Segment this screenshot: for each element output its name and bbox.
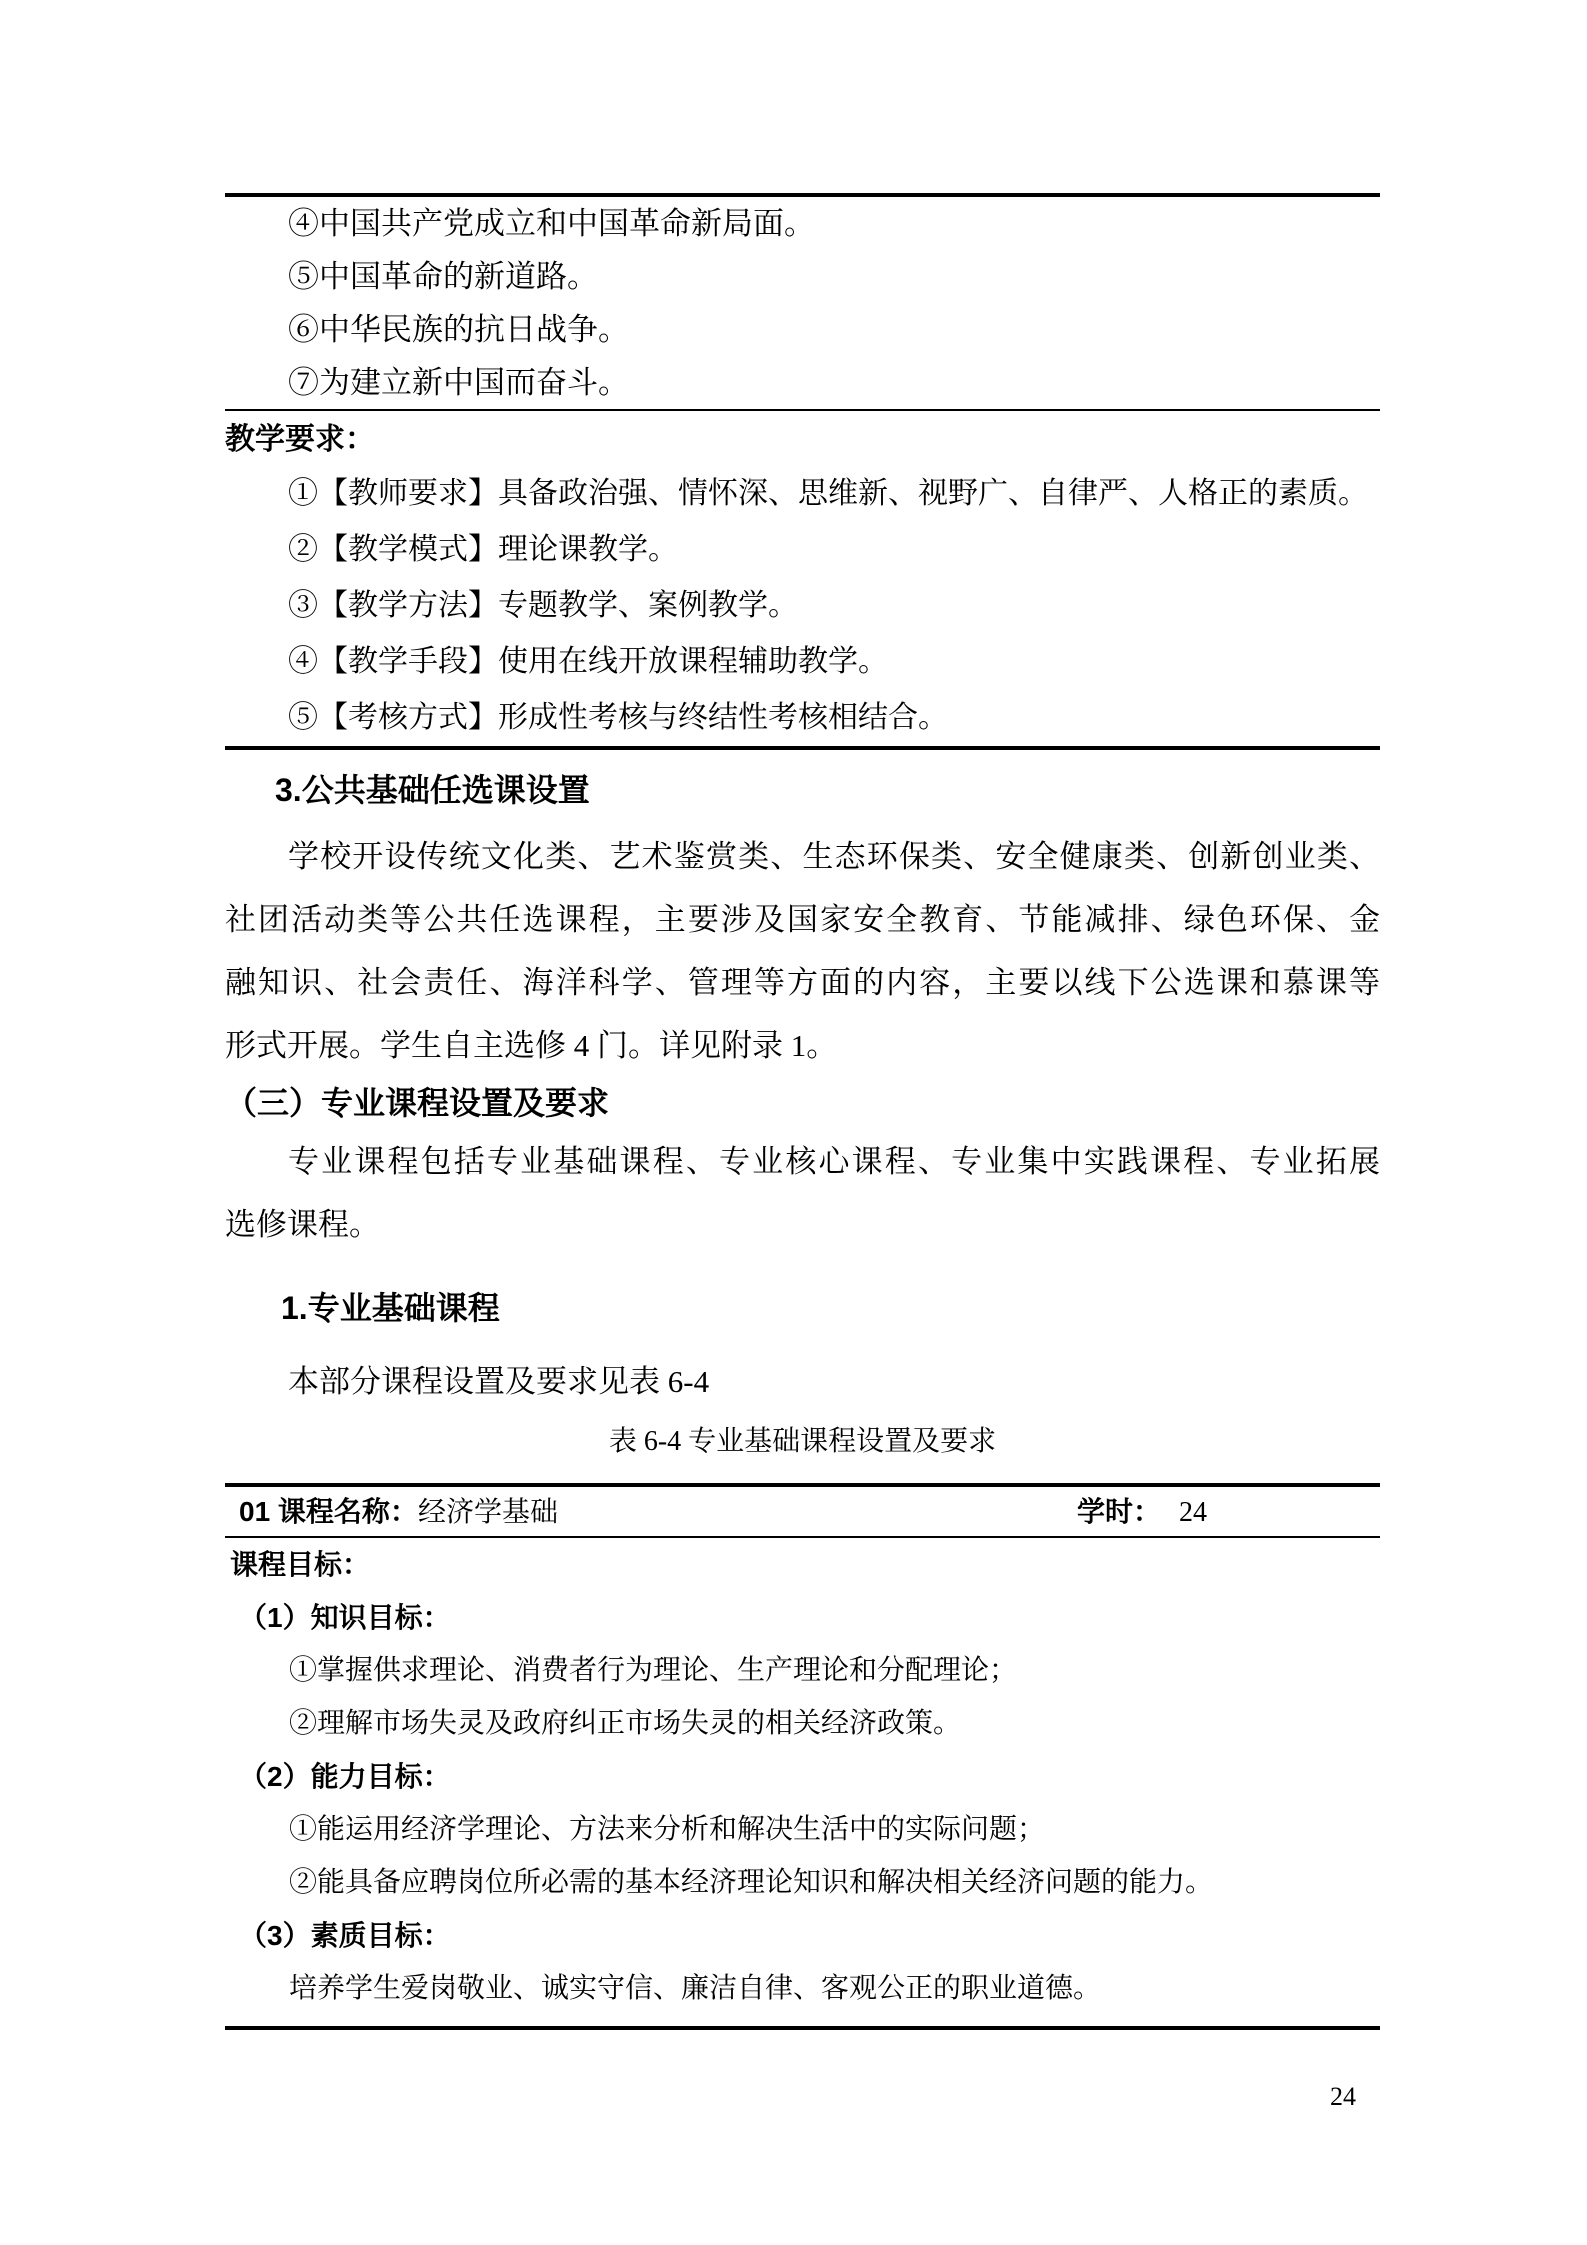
content-item: ⑥中华民族的抗日战争。 (288, 312, 629, 347)
objectives-label: 课程目标： (230, 1549, 371, 1580)
objective-group-title: （3）素质目标： (239, 1920, 451, 1951)
course-header-row (225, 1487, 1380, 1536)
hours-label: 学时： (1077, 1496, 1162, 1527)
requirement-item: ②【教学模式】理论课教学。 (288, 533, 678, 566)
paragraph-line: 社团活动类等公共任选课程，主要涉及国家安全教育、节能减排、绿色环保、金 (225, 902, 1380, 937)
objective-item: ①能运用经济学理论、方法来分析和解决生活中的实际问题； (289, 1814, 1046, 1845)
requirement-item: ④【教学手段】使用在线开放课程辅助教学。 (288, 645, 888, 678)
paragraph-line: 形式开展。学生自主选修 4 门。详见附录 1。 (225, 1028, 838, 1063)
requirement-item: ①【教师要求】具备政治强、情怀深、思维新、视野广、自律严、人格正的素质。 (288, 477, 1368, 510)
objective-group-title: （1）知识目标： (239, 1602, 451, 1633)
objective-item: ②理解市场失灵及政府纠正市场失灵的相关经济政策。 (289, 1708, 962, 1739)
course-objectives (225, 1538, 1380, 2026)
content-item: ⑦为建立新中国而奋斗。 (288, 365, 629, 400)
teaching-requirements-list (225, 466, 1380, 746)
teaching-requirements-label: 教学要求： (225, 423, 375, 456)
teaching-content-items (225, 197, 1380, 409)
table-intro-text: 本部分课程设置及要求见表 6-4 (288, 1364, 710, 1399)
objective-group-title: （2）能力目标： (239, 1761, 451, 1792)
table-caption: 表 6-4 专业基础课程设置及要求 (608, 1426, 997, 1457)
paragraph-line: 学校开设传统文化类、艺术鉴赏类、生态环保类、安全健康类、创新创业类、 (288, 839, 1380, 874)
paragraph-line: 选修课程。 (225, 1207, 380, 1242)
paragraph-line: 融知识、社会责任、海洋科学、管理等方面的内容，主要以线下公选课和慕课等 (225, 965, 1380, 1000)
course-table (225, 1483, 1380, 2030)
requirement-item: ③【教学方法】专题教学、案例教学。 (288, 589, 798, 622)
hours-value: 24 (1179, 1497, 1208, 1528)
requirement-item: ⑤【考核方式】形成性考核与终结性考核相结合。 (288, 701, 948, 734)
subsection-heading-basic-courses: 1.专业基础课程 (281, 1290, 500, 1326)
objective-item: ②能具备应聘岗位所必需的基本经济理论知识和解决相关经济问题的能力。 (289, 1867, 1214, 1898)
objective-item: ①掌握供求理论、消费者行为理论、生产理论和分配理论； (289, 1655, 1018, 1686)
section-heading-elective: 3.公共基础任选课设置 (275, 772, 590, 808)
content-item: ⑤中国革命的新道路。 (288, 259, 598, 294)
elective-paragraph (225, 825, 1380, 1077)
course-name-label: 01 课程名称： (239, 1496, 418, 1527)
document-page (225, 0, 1380, 2030)
course-name-value: 经济学基础 (417, 1497, 558, 1528)
page-number: 24 (1330, 2082, 1356, 2111)
major-paragraph (225, 1130, 1380, 1256)
section-heading-major: （三）专业课程设置及要求 (225, 1085, 610, 1121)
course-hours (1077, 1487, 1207, 1537)
table-row-divider (225, 409, 1380, 411)
table-bottom-border (225, 746, 1380, 750)
content-item: ④中国共产党成立和中国革命新局面。 (288, 206, 815, 241)
objective-item: 培养学生爱岗敬业、诚实守信、廉洁自律、客观公正的职业道德。 (289, 1973, 1102, 2004)
course-table-bottom-border (225, 2026, 1380, 2030)
paragraph-line: 专业课程包括专业基础课程、专业核心课程、专业集中实践课程、专业拓展 (288, 1144, 1380, 1179)
top-margin (225, 0, 1380, 193)
